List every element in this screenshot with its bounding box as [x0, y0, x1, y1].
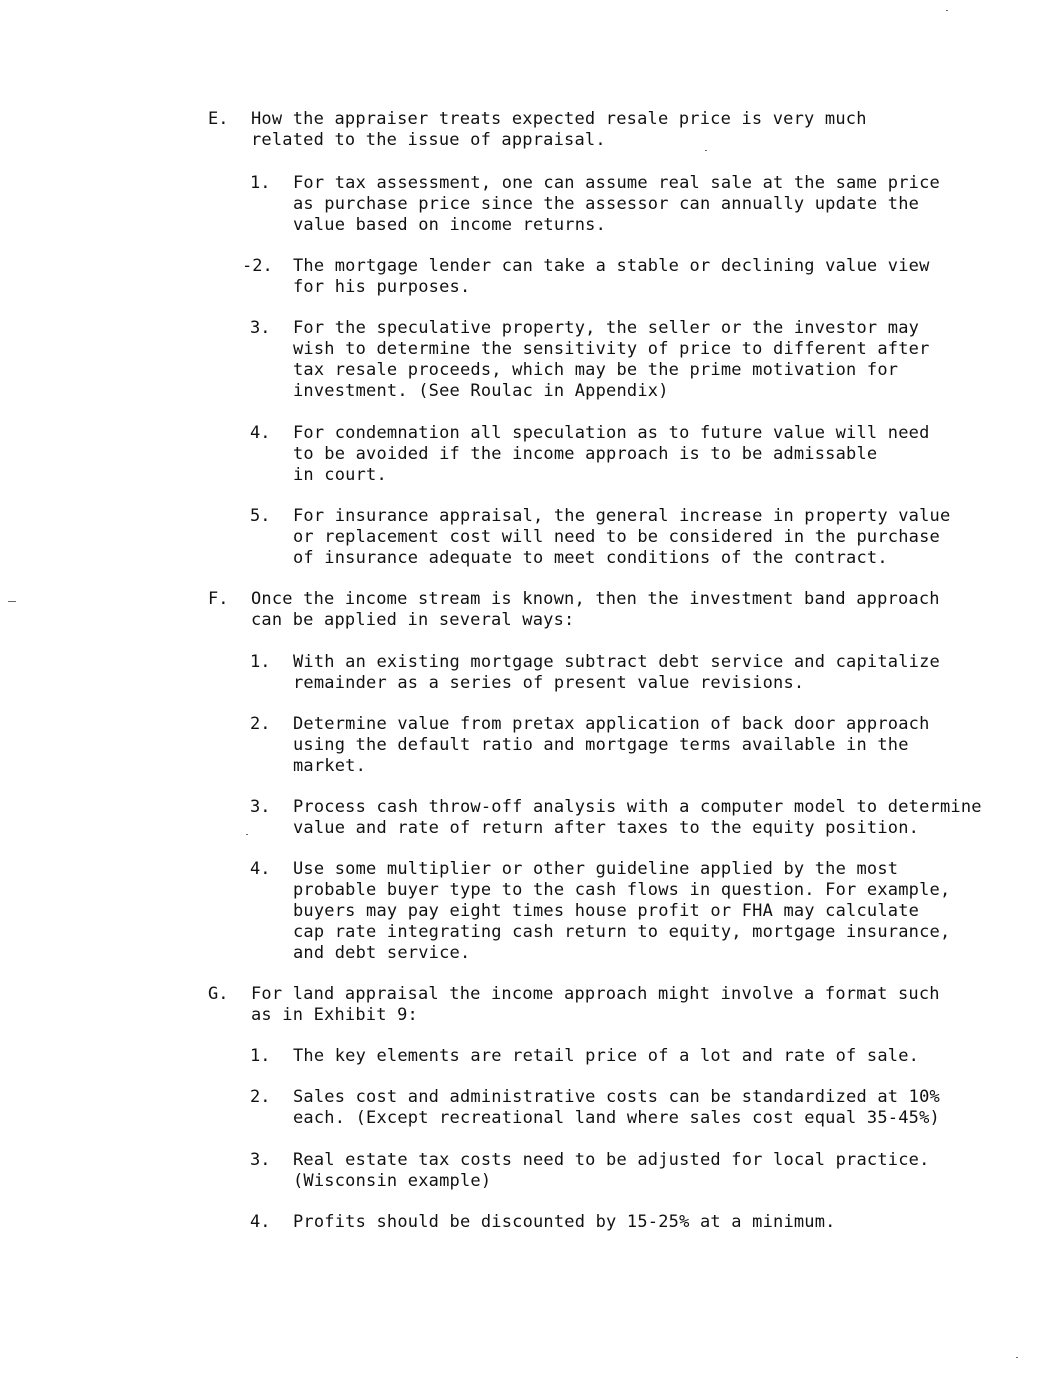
- list-item: [250, 173, 1010, 236]
- scan-speck: [1016, 1357, 1018, 1358]
- list-item: [250, 318, 1010, 402]
- list-item: [250, 423, 1010, 486]
- item-number: 4.: [250, 423, 271, 443]
- item-text: Determine value from pretax application of back door approach using the default ratio and mortgage terms available in the market.: [293, 714, 930, 776]
- item-text: Profits should be discounted by 15-25% at a minimum.: [293, 1212, 836, 1232]
- item-number: 3.: [250, 1150, 271, 1170]
- section-heading-text: Once the income stream is known, then the investment band approach can be applied in several ways:: [251, 589, 940, 630]
- item-number: -2.: [242, 256, 273, 276]
- list-item: [250, 1150, 1010, 1192]
- item-text: Process cash throw-off analysis with a computer model to determine value and rate of return after taxes to the equity position.: [293, 797, 982, 838]
- section-g: [208, 984, 1008, 1026]
- item-number: 2.: [250, 714, 271, 734]
- item-text: The key elements are retail price of a lot and rate of sale.: [293, 1046, 920, 1066]
- item-number: 1.: [250, 652, 271, 672]
- item-number: 2.: [250, 1087, 271, 1107]
- item-number: 3.: [250, 797, 271, 817]
- scan-speck: [246, 834, 248, 835]
- item-text: For insurance appraisal, the general increase in property value or replacement cost will need to be considered in the purchase of insurance adequate to meet conditions of the contract.: [293, 506, 951, 568]
- list-item: [250, 1212, 1010, 1233]
- item-number: 4.: [250, 859, 271, 879]
- list-item: [250, 652, 1010, 694]
- item-text: Use some multiplier or other guideline applied by the most probable buyer type to the cash flows in question. For example, buyers may pay eight times house profit or FHA may calculate cap rate integrating cash return to equity, mortgage insurance, and debt service.: [293, 859, 951, 963]
- section-heading-text: For land appraisal the income approach might involve a format such as in Exhibit 9:: [251, 984, 940, 1025]
- list-item: [250, 506, 1010, 569]
- item-number: 1.: [250, 1046, 271, 1066]
- item-text: With an existing mortgage subtract debt service and capitalize remainder as a series of present value revisions.: [293, 652, 940, 693]
- section-letter: F.: [208, 589, 229, 609]
- list-item: [250, 1046, 1010, 1067]
- section-f: [208, 589, 1008, 631]
- list-item: [250, 1087, 1010, 1129]
- item-text: The mortgage lender can take a stable or declining value view for his purposes.: [293, 256, 930, 297]
- item-text: For tax assessment, one can assume real sale at the same price as purchase price since the assessor can annually update the value based on income returns.: [293, 173, 940, 235]
- list-item: [242, 256, 1010, 298]
- scan-speck: [8, 601, 16, 602]
- list-item: [250, 797, 1010, 839]
- item-text: For the speculative property, the seller or the investor may wish to determine the sensitivity of price to different after tax resale proceeds, which may be the prime motivation for investment. (See Roulac in Appendix): [293, 318, 930, 401]
- item-number: 5.: [250, 506, 271, 526]
- list-item: [250, 859, 1010, 964]
- section-letter: G.: [208, 984, 229, 1004]
- section-letter: E.: [208, 109, 229, 129]
- list-item: [250, 714, 1010, 777]
- item-text: Real estate tax costs need to be adjusted for local practice. (Wisconsin example): [293, 1150, 930, 1191]
- item-number: 1.: [250, 173, 271, 193]
- section-e: [208, 109, 1008, 151]
- item-text: Sales cost and administrative costs can be standardized at 10% each. (Except recreational land where sales cost equal 35-45%): [293, 1087, 940, 1128]
- item-text: For condemnation all speculation as to future value will need to be avoided if the income approach is to be admissable in court.: [293, 423, 930, 485]
- section-heading-text: How the appraiser treats expected resale price is very much related to the issue of appraisal.: [251, 109, 867, 150]
- item-number: 3.: [250, 318, 271, 338]
- scan-speck: [946, 10, 948, 11]
- item-number: 4.: [250, 1212, 271, 1232]
